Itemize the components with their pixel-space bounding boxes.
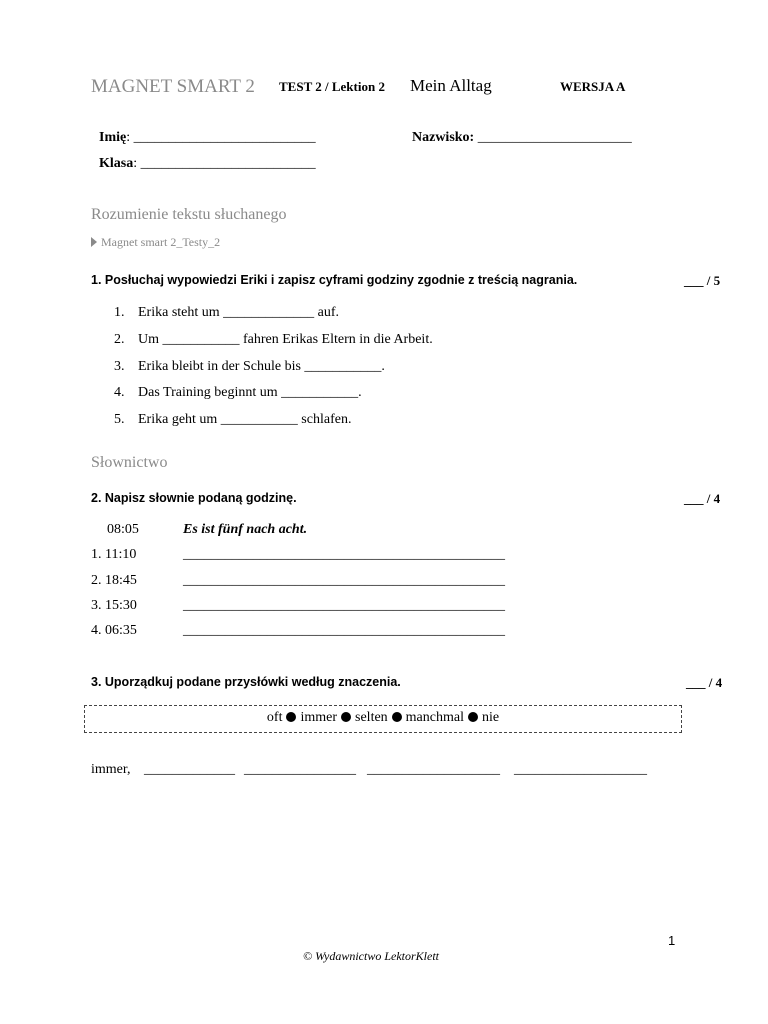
time-label: 1. 11:10: [91, 547, 137, 562]
test-label: TEST 2 / Lektion 2: [279, 79, 385, 94]
page-number: 1: [668, 933, 676, 948]
time-label: 3. 15:30: [91, 598, 137, 613]
answer-line[interactable]: _____________: [144, 762, 235, 777]
section-vocabulary-title: Słownictwo: [91, 454, 168, 471]
time-label: 2. 18:45: [91, 573, 137, 588]
word: nie: [481, 710, 500, 725]
answer-line[interactable]: ______________________________________________: [183, 623, 505, 638]
class-field[interactable]: [99, 156, 316, 172]
name-line: : __________________________: [126, 130, 316, 145]
copyright: © Wydawnictwo LektorKlett: [303, 949, 440, 963]
audio-label: Magnet smart 2_Testy_2: [101, 235, 221, 249]
list-item: 3. Erika bleibt in der Schule bis ___________.: [114, 359, 385, 374]
word: manchmal: [405, 710, 464, 725]
task-3-instruction: 3. Uporządkuj podane przysłówki według znaczenia.: [91, 675, 401, 689]
task-2-score: ___ / 4: [684, 491, 721, 506]
audio-link[interactable]: [91, 235, 220, 250]
surname-line: ______________________: [474, 130, 632, 145]
answer-start: immer,: [91, 762, 131, 777]
word: selten: [355, 710, 388, 725]
bullet-icon: [392, 712, 402, 722]
word-bank: [84, 705, 682, 733]
bullet-icon: [286, 712, 296, 722]
bullet-icon: [341, 712, 351, 722]
section-listening-title: Rozumienie tekstu słuchanego: [91, 206, 287, 223]
example-answer: Es ist fünf nach acht.: [183, 522, 308, 537]
name-label: Imię: [99, 130, 127, 145]
surname-field[interactable]: [412, 130, 632, 146]
answer-line[interactable]: ______________________________________________: [183, 573, 505, 588]
lesson-title: Mein Alltag: [410, 76, 492, 95]
answer-line[interactable]: ___________________: [514, 762, 647, 777]
word: immer: [300, 710, 338, 725]
list-item: 2. Um ___________ fahren Erikas Eltern in die Arbeit.: [114, 332, 433, 347]
name-field[interactable]: [99, 130, 316, 146]
task-1-score: ___ / 5: [684, 273, 721, 288]
bullet-icon: [468, 712, 478, 722]
play-icon: [91, 237, 97, 247]
surname-label: Nazwisko:: [412, 130, 475, 145]
list-item: 4. Das Training beginnt um ___________.: [114, 385, 362, 400]
task-1-instruction: 1. Posłuchaj wypowiedzi Eriki i zapisz cyframi godziny zgodnie z treścią nagrania.: [91, 273, 578, 287]
task-2-instruction: 2. Napisz słownie podaną godzinę.: [91, 491, 297, 505]
task-3-score: ___ / 4: [686, 675, 723, 690]
version-label: WERSJA A: [560, 79, 626, 94]
word: oft: [266, 710, 283, 725]
class-label: Klasa: [99, 156, 134, 171]
time-label: 4. 06:35: [91, 623, 137, 638]
example-time: 08:05: [107, 522, 139, 537]
class-line: : _________________________: [133, 156, 316, 171]
list-item: 1. Erika steht um _____________ auf.: [114, 305, 340, 320]
brand-title: MAGNET SMART 2: [91, 76, 255, 97]
answer-line[interactable]: ______________________________________________: [183, 598, 505, 613]
answer-line[interactable]: ___________________: [367, 762, 500, 777]
list-item: 5. Erika geht um ___________ schlafen.: [114, 412, 352, 427]
answer-line[interactable]: ________________: [244, 762, 356, 777]
answer-line[interactable]: ______________________________________________: [183, 547, 505, 562]
